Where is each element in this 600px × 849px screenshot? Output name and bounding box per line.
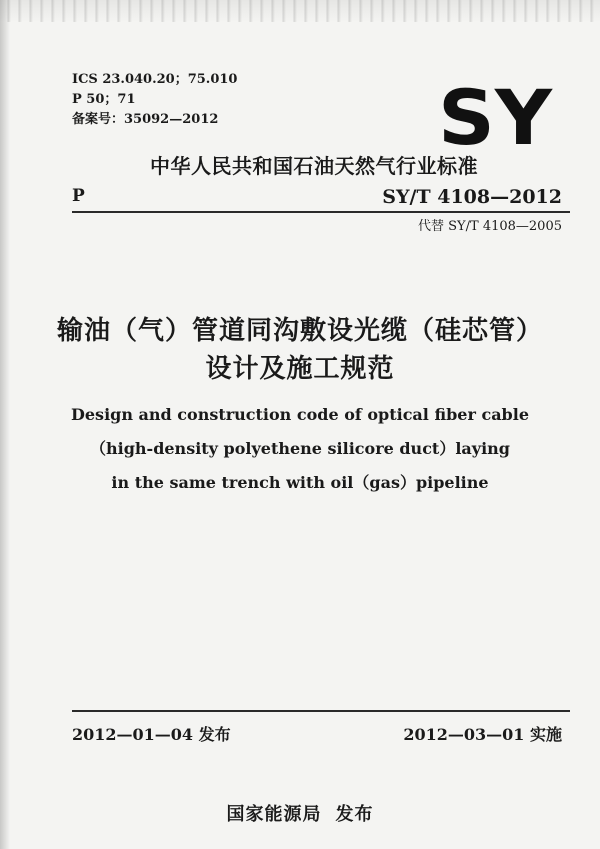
header-divider: [72, 211, 570, 213]
replaces-note: 代替 SY/T 4108—2005: [418, 219, 562, 234]
standard-title: 中华人民共和国石油天然气行业标准: [150, 154, 478, 178]
title-en-line1: Design and construction code of optical fiber cable: [71, 405, 529, 424]
scan-noise-strip: [0, 0, 600, 22]
publisher-name: 国家能源局: [226, 804, 322, 825]
title-en: [0, 398, 600, 500]
issue-date: 2012—01—04 发布: [72, 725, 231, 744]
standard-number: SY/T 4108—2012: [382, 186, 562, 208]
title-cn-line1: 输油（气）管道同沟敷设光缆（硅芯管）: [56, 316, 543, 346]
ics-code: ICS 23.040.20；75.010: [72, 72, 238, 87]
classification-codes: [72, 70, 237, 130]
title-cn-line2: 设计及施工规范: [205, 354, 395, 384]
footer-divider: [72, 710, 570, 712]
implementation-date: 2012—03—01 实施: [403, 725, 562, 744]
logo-text: SY: [438, 82, 553, 152]
class-code: P 50；71: [72, 92, 136, 107]
title-en-line2: （high-density polyethene silicore duct）laying: [90, 439, 510, 458]
category-letter: P: [72, 186, 85, 206]
record-number: 备案号：35092—2012: [72, 112, 219, 127]
publisher-action: 发布: [335, 804, 374, 825]
publisher: [0, 800, 600, 826]
sy-logo: [436, 82, 554, 152]
title-en-line3: in the same trench with oil（gas）pipeline: [111, 473, 489, 492]
